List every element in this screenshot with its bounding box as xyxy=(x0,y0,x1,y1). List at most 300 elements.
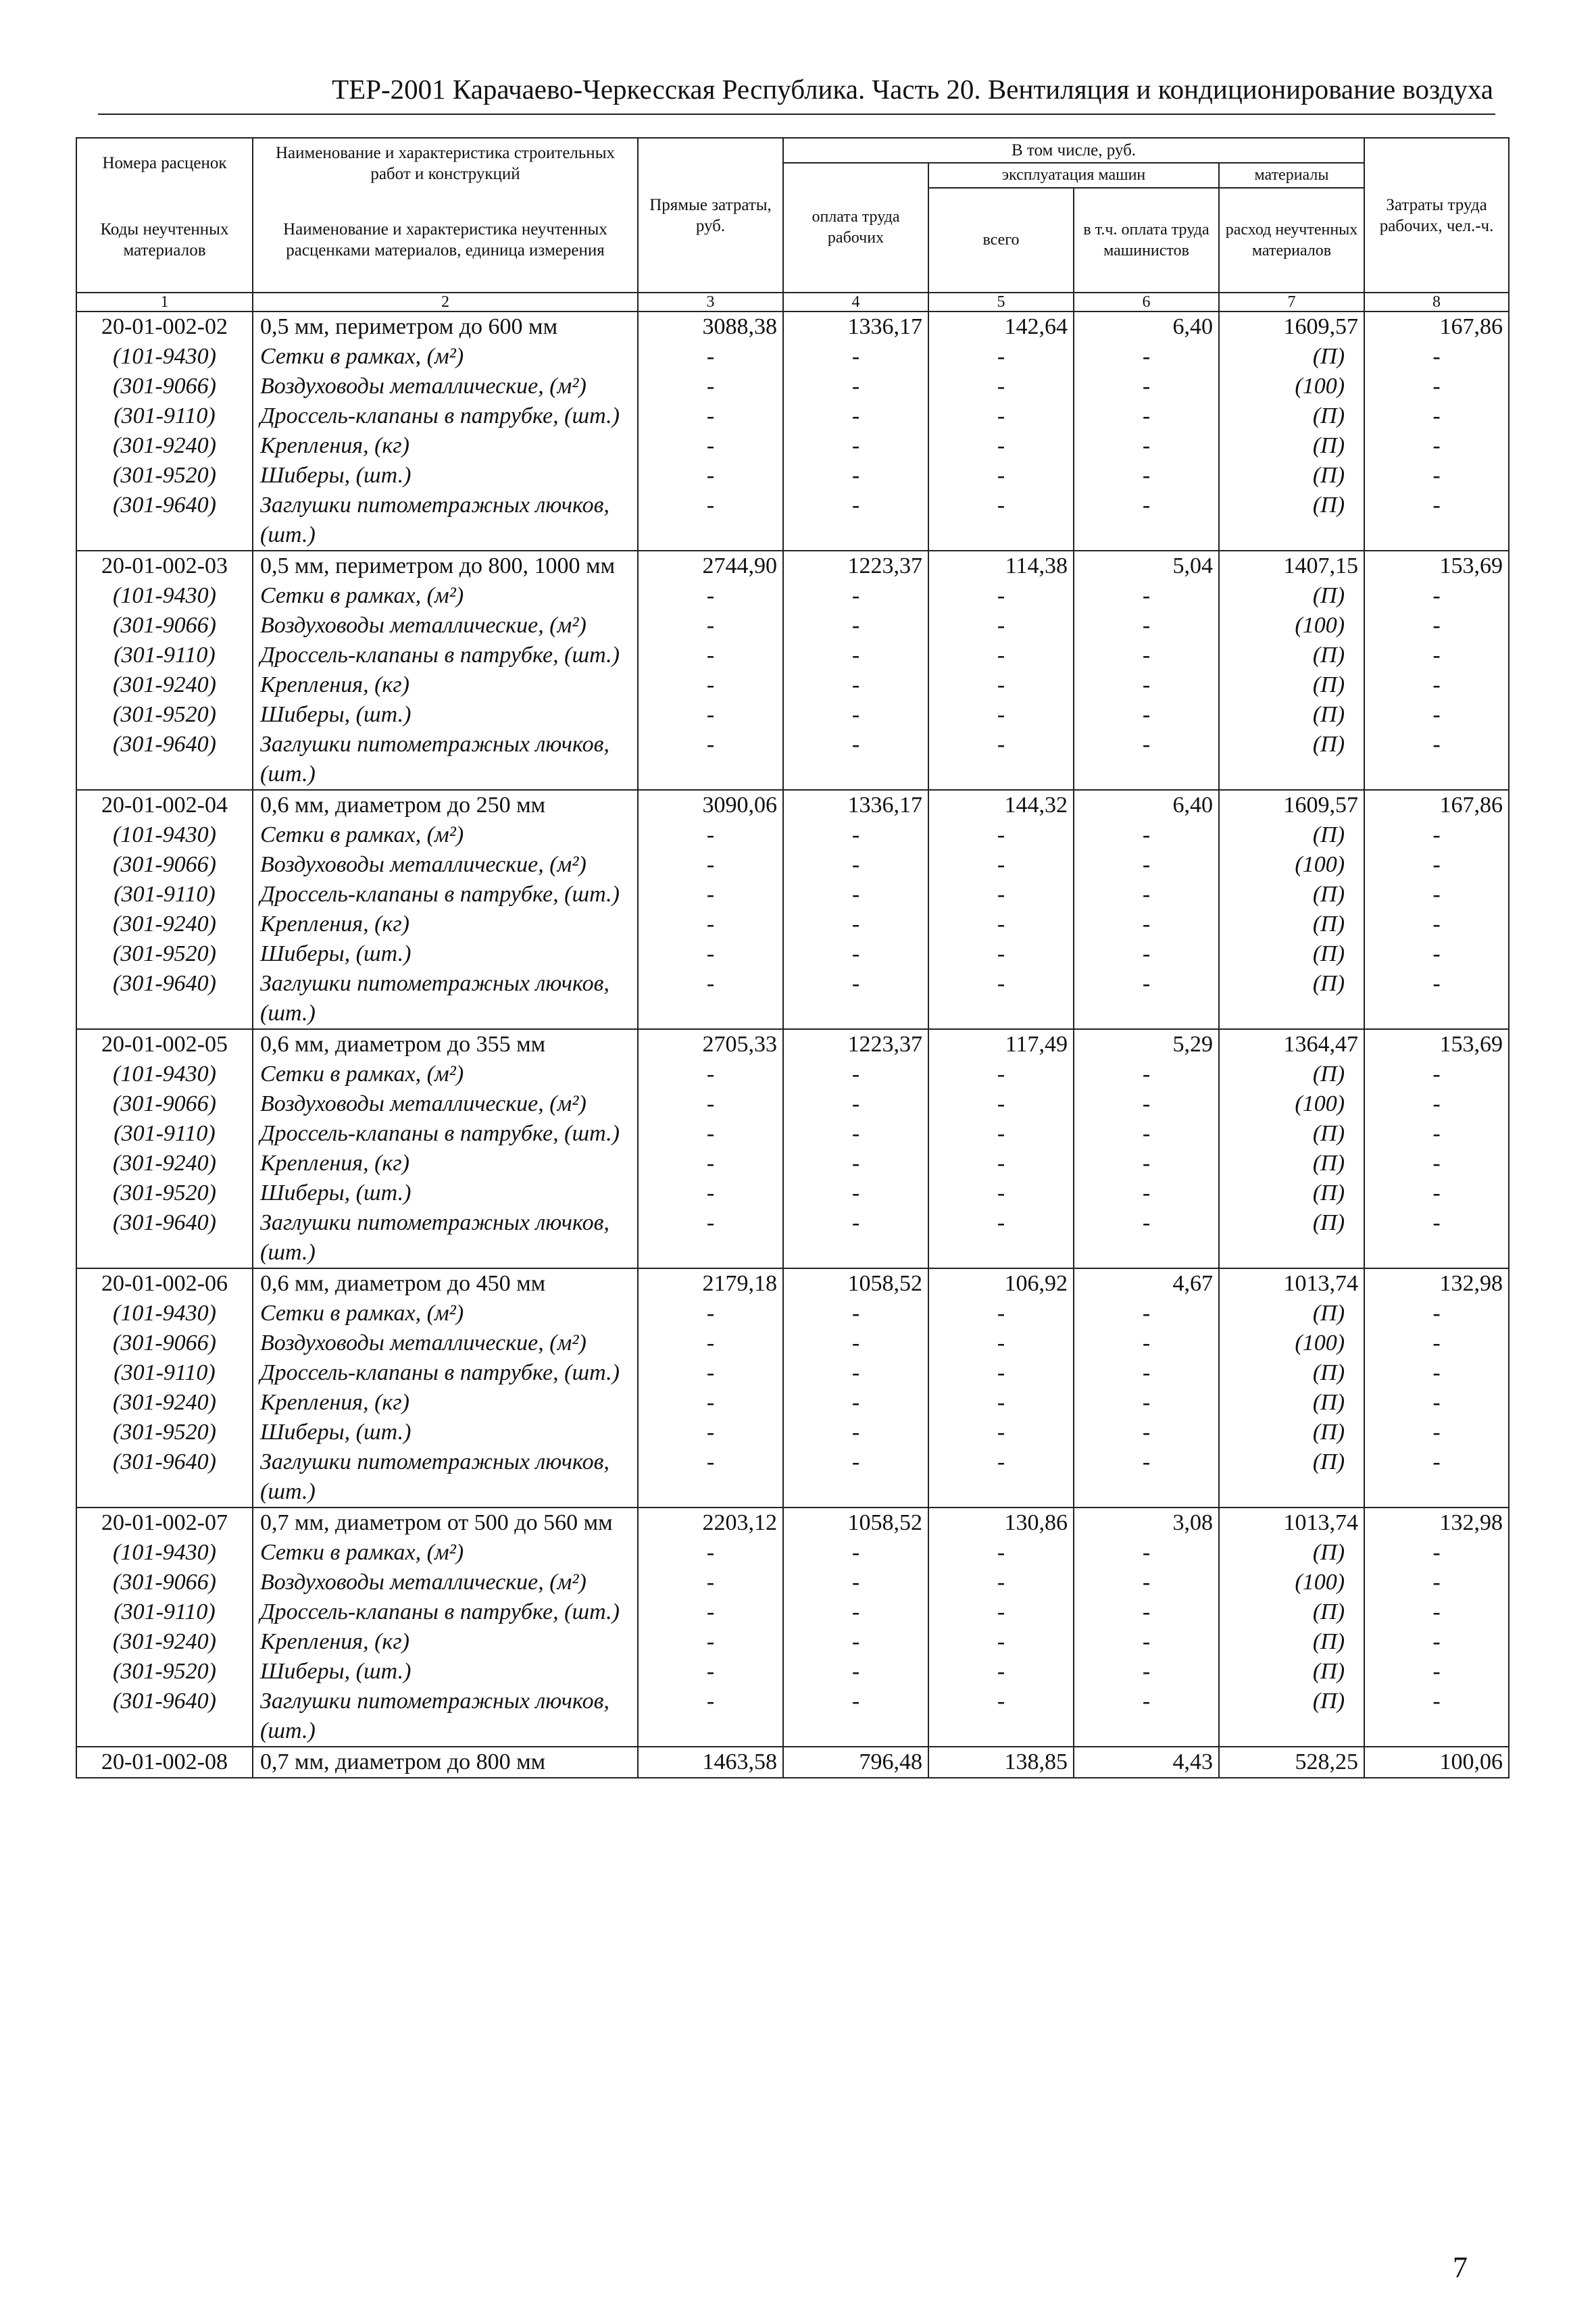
dash-cell: - xyxy=(783,910,928,939)
material-row xyxy=(76,670,1509,700)
dash-cell: - xyxy=(1074,730,1219,790)
dash-cell: - xyxy=(638,820,783,850)
material-consumption: (П) xyxy=(1219,670,1364,700)
dash-cell: - xyxy=(928,880,1074,910)
header-rashod: расход неучтенных материалов xyxy=(1219,188,1364,293)
dash-cell: - xyxy=(1074,1657,1219,1687)
dash-cell: - xyxy=(783,700,928,730)
dash-cell: - xyxy=(928,491,1074,551)
dash-cell: - xyxy=(928,611,1074,641)
material-row xyxy=(76,641,1509,670)
table-header xyxy=(76,138,1509,312)
material-code: (101-9430) xyxy=(76,1299,253,1328)
materials-cost: 1013,74 xyxy=(1219,1508,1364,1538)
col-num-2: 2 xyxy=(253,293,638,312)
dash-cell: - xyxy=(1074,1568,1219,1597)
material-code: (301-9520) xyxy=(76,700,253,730)
dash-cell: - xyxy=(1364,491,1509,551)
dash-cell: - xyxy=(783,342,928,372)
dash-cell: - xyxy=(1074,431,1219,461)
material-row xyxy=(76,969,1509,1029)
material-row xyxy=(76,850,1509,880)
material-row xyxy=(76,1089,1509,1119)
material-code: (301-9110) xyxy=(76,401,253,431)
labor-hours: 167,86 xyxy=(1364,312,1509,342)
material-consumption: (П) xyxy=(1219,461,1364,491)
dash-cell: - xyxy=(638,910,783,939)
dash-cell: - xyxy=(1364,1149,1509,1178)
rate-description: 0,6 мм, диаметром до 250 мм xyxy=(253,790,638,820)
dash-cell: - xyxy=(1074,1358,1219,1388)
dash-cell: - xyxy=(928,700,1074,730)
col-num-3: 3 xyxy=(638,293,783,312)
dash-cell: - xyxy=(638,939,783,969)
labor-wages: 1336,17 xyxy=(783,312,928,342)
header-vtch: в т.ч. оплата труда машинистов xyxy=(1074,188,1219,293)
rate-code: 20-01-002-07 xyxy=(76,1508,253,1538)
dash-cell: - xyxy=(1364,641,1509,670)
dash-cell: - xyxy=(638,1060,783,1089)
material-row xyxy=(76,342,1509,372)
dash-cell: - xyxy=(783,1119,928,1149)
material-description: Сетки в рамках, (м²) xyxy=(253,1060,638,1089)
dash-cell: - xyxy=(1074,1627,1219,1657)
dash-cell: - xyxy=(638,1418,783,1447)
machine-total: 142,64 xyxy=(928,312,1074,342)
dash-cell: - xyxy=(1074,1208,1219,1268)
material-description: Заглушки питометражных лючков, (шт.) xyxy=(253,491,638,551)
direct-costs: 1463,58 xyxy=(638,1747,783,1778)
material-description: Крепления, (кг) xyxy=(253,670,638,700)
labor-wages: 1223,37 xyxy=(783,551,928,581)
dash-cell: - xyxy=(638,641,783,670)
materials-cost: 1013,74 xyxy=(1219,1268,1364,1299)
rate-code: 20-01-002-03 xyxy=(76,551,253,581)
dash-cell: - xyxy=(638,1657,783,1687)
dash-cell: - xyxy=(928,1388,1074,1418)
dash-cell: - xyxy=(638,491,783,551)
dash-cell: - xyxy=(1364,1568,1509,1597)
material-code: (301-9110) xyxy=(76,1358,253,1388)
material-consumption: (П) xyxy=(1219,1627,1364,1657)
labor-wages: 1058,52 xyxy=(783,1268,928,1299)
labor-wages: 796,48 xyxy=(783,1747,928,1778)
rate-row xyxy=(76,1268,1509,1299)
material-description: Воздуховоды металлические, (м²) xyxy=(253,372,638,401)
rate-code: 20-01-002-05 xyxy=(76,1029,253,1060)
material-consumption: (П) xyxy=(1219,1358,1364,1388)
direct-costs: 3088,38 xyxy=(638,312,783,342)
dash-cell: - xyxy=(783,1418,928,1447)
dash-cell: - xyxy=(928,1208,1074,1268)
dash-cell: - xyxy=(1364,1538,1509,1568)
material-row xyxy=(76,431,1509,461)
rates-table xyxy=(76,137,1510,1778)
header-vsego: всего xyxy=(928,188,1074,293)
rate-description: 0,7 мм, диаметром от 500 до 560 мм xyxy=(253,1508,638,1538)
material-row xyxy=(76,1657,1509,1687)
dash-cell: - xyxy=(638,1388,783,1418)
dash-cell: - xyxy=(1364,401,1509,431)
machinist-wages: 3,08 xyxy=(1074,1508,1219,1538)
material-description: Дроссель-клапаны в патрубке, (шт.) xyxy=(253,1597,638,1627)
material-consumption: (П) xyxy=(1219,910,1364,939)
dash-cell: - xyxy=(1364,1178,1509,1208)
dash-cell: - xyxy=(1364,461,1509,491)
material-description: Заглушки питометражных лючков, (шт.) xyxy=(253,1687,638,1747)
material-code: (301-9640) xyxy=(76,730,253,790)
material-consumption: (П) xyxy=(1219,1687,1364,1747)
dash-cell: - xyxy=(928,1119,1074,1149)
material-row xyxy=(76,700,1509,730)
material-code: (301-9520) xyxy=(76,1178,253,1208)
material-consumption: (П) xyxy=(1219,581,1364,611)
material-consumption: (П) xyxy=(1219,1538,1364,1568)
dash-cell: - xyxy=(1074,401,1219,431)
dash-cell: - xyxy=(638,1627,783,1657)
material-description: Воздуховоды металлические, (м²) xyxy=(253,850,638,880)
machinist-wages: 4,67 xyxy=(1074,1268,1219,1299)
dash-cell: - xyxy=(928,1149,1074,1178)
material-code: (301-9240) xyxy=(76,1627,253,1657)
material-row xyxy=(76,1358,1509,1388)
machinist-wages: 5,29 xyxy=(1074,1029,1219,1060)
machine-total: 117,49 xyxy=(928,1029,1074,1060)
material-consumption: (П) xyxy=(1219,820,1364,850)
dash-cell: - xyxy=(638,1447,783,1508)
dash-cell: - xyxy=(1364,1418,1509,1447)
dash-cell: - xyxy=(1364,1657,1509,1687)
dash-cell: - xyxy=(783,730,928,790)
labor-wages: 1223,37 xyxy=(783,1029,928,1060)
dash-cell: - xyxy=(783,1089,928,1119)
material-code: (301-9240) xyxy=(76,1149,253,1178)
dash-cell: - xyxy=(783,1060,928,1089)
dash-cell: - xyxy=(1074,670,1219,700)
machinist-wages: 5,04 xyxy=(1074,551,1219,581)
material-description: Сетки в рамках, (м²) xyxy=(253,1299,638,1328)
dash-cell: - xyxy=(1364,730,1509,790)
dash-cell: - xyxy=(783,461,928,491)
dash-cell: - xyxy=(783,611,928,641)
col-num-6: 6 xyxy=(1074,293,1219,312)
dash-cell: - xyxy=(1074,342,1219,372)
direct-costs: 2179,18 xyxy=(638,1268,783,1299)
material-row xyxy=(76,1627,1509,1657)
dash-cell: - xyxy=(928,1447,1074,1508)
dash-cell: - xyxy=(1074,1178,1219,1208)
rate-description: 0,5 мм, периметром до 600 мм xyxy=(253,312,638,342)
material-row xyxy=(76,491,1509,551)
rate-description: 0,5 мм, периметром до 800, 1000 мм xyxy=(253,551,638,581)
dash-cell: - xyxy=(1074,641,1219,670)
labor-hours: 132,98 xyxy=(1364,1268,1509,1299)
dash-cell: - xyxy=(928,850,1074,880)
material-row xyxy=(76,820,1509,850)
material-description: Сетки в рамках, (м²) xyxy=(253,581,638,611)
machinist-wages: 6,40 xyxy=(1074,312,1219,342)
material-consumption: (П) xyxy=(1219,1597,1364,1627)
dash-cell: - xyxy=(638,611,783,641)
material-consumption: (100) xyxy=(1219,1568,1364,1597)
dash-cell: - xyxy=(1364,372,1509,401)
dash-cell: - xyxy=(1364,1299,1509,1328)
dash-cell: - xyxy=(783,1447,928,1508)
dash-cell: - xyxy=(638,1299,783,1328)
dash-cell: - xyxy=(638,1568,783,1597)
page-title: ТЕР-2001 Карачаево-Черкесская Республика. Часть 20. Вентиляция и кондиционирование воздуха xyxy=(332,74,1493,105)
machinist-wages: 6,40 xyxy=(1074,790,1219,820)
dash-cell: - xyxy=(928,730,1074,790)
dash-cell: - xyxy=(1074,939,1219,969)
dash-cell: - xyxy=(1074,491,1219,551)
dash-cell: - xyxy=(638,1178,783,1208)
dash-cell: - xyxy=(1074,461,1219,491)
material-code: (301-9240) xyxy=(76,910,253,939)
material-consumption: (100) xyxy=(1219,1089,1364,1119)
dash-cell: - xyxy=(1074,1328,1219,1358)
materials-cost: 528,25 xyxy=(1219,1747,1364,1778)
material-description: Крепления, (кг) xyxy=(253,910,638,939)
header-naim-materials: Наименование и характеристика неучтенных расценками материалов, единица измерения xyxy=(253,188,638,293)
dash-cell: - xyxy=(928,1687,1074,1747)
header-kody: Коды неучтенных материалов xyxy=(76,188,253,293)
machine-total: 130,86 xyxy=(928,1508,1074,1538)
dash-cell: - xyxy=(783,431,928,461)
dash-cell: - xyxy=(928,342,1074,372)
dash-cell: - xyxy=(638,431,783,461)
dash-cell: - xyxy=(1364,910,1509,939)
material-row xyxy=(76,372,1509,401)
material-consumption: (П) xyxy=(1219,641,1364,670)
direct-costs: 2744,90 xyxy=(638,551,783,581)
dash-cell: - xyxy=(783,1358,928,1388)
dash-cell: - xyxy=(1074,820,1219,850)
dash-cell: - xyxy=(1364,939,1509,969)
dash-cell: - xyxy=(638,1687,783,1747)
material-description: Заглушки питометражных лючков, (шт.) xyxy=(253,969,638,1029)
material-code: (301-9066) xyxy=(76,611,253,641)
dash-cell: - xyxy=(1364,1060,1509,1089)
material-code: (301-9640) xyxy=(76,491,253,551)
machinist-wages: 4,43 xyxy=(1074,1747,1219,1778)
labor-hours: 153,69 xyxy=(1364,1029,1509,1060)
dash-cell: - xyxy=(928,969,1074,1029)
dash-cell: - xyxy=(1074,581,1219,611)
header-pryamye: Прямые затраты, руб. xyxy=(638,138,783,293)
dash-cell: - xyxy=(928,401,1074,431)
dash-cell: - xyxy=(928,1657,1074,1687)
col-num-8: 8 xyxy=(1364,293,1509,312)
col-num-5: 5 xyxy=(928,293,1074,312)
dash-cell: - xyxy=(928,1178,1074,1208)
rate-row xyxy=(76,551,1509,581)
dash-cell: - xyxy=(1364,1687,1509,1747)
dash-cell: - xyxy=(1074,850,1219,880)
dash-cell: - xyxy=(783,850,928,880)
rate-code: 20-01-002-04 xyxy=(76,790,253,820)
dash-cell: - xyxy=(928,1597,1074,1627)
dash-cell: - xyxy=(783,1208,928,1268)
dash-cell: - xyxy=(783,1328,928,1358)
dash-cell: - xyxy=(928,1328,1074,1358)
direct-costs: 2203,12 xyxy=(638,1508,783,1538)
material-row xyxy=(76,1060,1509,1089)
dash-cell: - xyxy=(928,461,1074,491)
material-consumption: (П) xyxy=(1219,969,1364,1029)
dash-cell: - xyxy=(638,880,783,910)
dash-cell: - xyxy=(1074,1538,1219,1568)
dash-cell: - xyxy=(928,910,1074,939)
material-code: (301-9110) xyxy=(76,1119,253,1149)
page-number: 7 xyxy=(1453,2251,1468,2284)
material-consumption: (П) xyxy=(1219,431,1364,461)
dash-cell: - xyxy=(638,372,783,401)
labor-hours: 167,86 xyxy=(1364,790,1509,820)
material-code: (301-9240) xyxy=(76,670,253,700)
dash-cell: - xyxy=(928,939,1074,969)
dash-cell: - xyxy=(1364,581,1509,611)
rate-code: 20-01-002-02 xyxy=(76,312,253,342)
material-description: Дроссель-клапаны в патрубке, (шт.) xyxy=(253,641,638,670)
dash-cell: - xyxy=(783,1388,928,1418)
material-description: Воздуховоды металлические, (м²) xyxy=(253,1328,638,1358)
dash-cell: - xyxy=(638,401,783,431)
dash-cell: - xyxy=(638,1328,783,1358)
rate-code: 20-01-002-08 xyxy=(76,1747,253,1778)
dash-cell: - xyxy=(638,1208,783,1268)
material-description: Дроссель-клапаны в патрубке, (шт.) xyxy=(253,401,638,431)
material-description: Дроссель-клапаны в патрубке, (шт.) xyxy=(253,1358,638,1388)
material-code: (301-9066) xyxy=(76,372,253,401)
materials-cost: 1609,57 xyxy=(1219,312,1364,342)
dash-cell: - xyxy=(1074,1060,1219,1089)
dash-cell: - xyxy=(783,969,928,1029)
table-body xyxy=(76,312,1509,1778)
dash-cell: - xyxy=(1074,880,1219,910)
machine-total: 106,92 xyxy=(928,1268,1074,1299)
material-consumption: (П) xyxy=(1219,1657,1364,1687)
material-description: Крепления, (кг) xyxy=(253,1388,638,1418)
material-code: (101-9430) xyxy=(76,820,253,850)
dash-cell: - xyxy=(783,1627,928,1657)
dash-cell: - xyxy=(928,1358,1074,1388)
direct-costs: 2705,33 xyxy=(638,1029,783,1060)
material-description: Дроссель-клапаны в патрубке, (шт.) xyxy=(253,1119,638,1149)
material-consumption: (100) xyxy=(1219,850,1364,880)
dash-cell: - xyxy=(1364,969,1509,1029)
material-row xyxy=(76,1149,1509,1178)
dash-cell: - xyxy=(1074,700,1219,730)
material-code: (301-9640) xyxy=(76,1687,253,1747)
material-description: Заглушки питометражных лючков, (шт.) xyxy=(253,730,638,790)
header-materialy: материалы xyxy=(1219,163,1364,188)
dash-cell: - xyxy=(783,401,928,431)
header-ekspl: эксплуатация машин xyxy=(928,163,1219,188)
rate-row xyxy=(76,790,1509,820)
material-code: (301-9520) xyxy=(76,939,253,969)
dash-cell: - xyxy=(783,1538,928,1568)
dash-cell: - xyxy=(1364,611,1509,641)
rate-description: 0,6 мм, диаметром до 450 мм xyxy=(253,1268,638,1299)
dash-cell: - xyxy=(1364,1447,1509,1508)
materials-cost: 1364,47 xyxy=(1219,1029,1364,1060)
dash-cell: - xyxy=(783,670,928,700)
dash-cell: - xyxy=(638,581,783,611)
material-consumption: (П) xyxy=(1219,1149,1364,1178)
dash-cell: - xyxy=(783,1687,928,1747)
material-consumption: (П) xyxy=(1219,700,1364,730)
dash-cell: - xyxy=(638,730,783,790)
material-row xyxy=(76,1687,1509,1747)
dash-cell: - xyxy=(1364,1208,1509,1268)
dash-cell: - xyxy=(1364,820,1509,850)
rate-row xyxy=(76,1747,1509,1778)
material-consumption: (100) xyxy=(1219,611,1364,641)
material-consumption: (П) xyxy=(1219,342,1364,372)
material-row xyxy=(76,910,1509,939)
dash-cell: - xyxy=(1074,910,1219,939)
material-description: Крепления, (кг) xyxy=(253,1627,638,1657)
material-consumption: (П) xyxy=(1219,1208,1364,1268)
material-description: Шиберы, (шт.) xyxy=(253,461,638,491)
dash-cell: - xyxy=(783,372,928,401)
material-code: (101-9430) xyxy=(76,1538,253,1568)
labor-hours: 100,06 xyxy=(1364,1747,1509,1778)
material-consumption: (П) xyxy=(1219,1388,1364,1418)
material-code: (301-9066) xyxy=(76,850,253,880)
material-code: (301-9110) xyxy=(76,641,253,670)
material-consumption: (П) xyxy=(1219,1299,1364,1328)
dash-cell: - xyxy=(928,1627,1074,1657)
material-row xyxy=(76,730,1509,790)
material-description: Крепления, (кг) xyxy=(253,431,638,461)
material-row xyxy=(76,1208,1509,1268)
material-consumption: (П) xyxy=(1219,939,1364,969)
dash-cell: - xyxy=(928,1568,1074,1597)
rate-row xyxy=(76,1029,1509,1060)
material-code: (301-9640) xyxy=(76,969,253,1029)
material-description: Сетки в рамках, (м²) xyxy=(253,820,638,850)
dash-cell: - xyxy=(638,1358,783,1388)
dash-cell: - xyxy=(783,491,928,551)
material-code: (301-9240) xyxy=(76,431,253,461)
material-row xyxy=(76,581,1509,611)
dash-cell: - xyxy=(1074,1149,1219,1178)
dash-cell: - xyxy=(928,431,1074,461)
material-row xyxy=(76,1538,1509,1568)
material-consumption: (П) xyxy=(1219,1060,1364,1089)
labor-hours: 153,69 xyxy=(1364,551,1509,581)
dash-cell: - xyxy=(638,342,783,372)
material-code: (301-9066) xyxy=(76,1328,253,1358)
dash-cell: - xyxy=(928,372,1074,401)
dash-cell: - xyxy=(638,1089,783,1119)
dash-cell: - xyxy=(928,1299,1074,1328)
dash-cell: - xyxy=(928,1538,1074,1568)
col-num-7: 7 xyxy=(1219,293,1364,312)
material-row xyxy=(76,1418,1509,1447)
labor-wages: 1058,52 xyxy=(783,1508,928,1538)
dash-cell: - xyxy=(1074,1119,1219,1149)
rate-code: 20-01-002-06 xyxy=(76,1268,253,1299)
dash-cell: - xyxy=(928,1060,1074,1089)
rates-table-wrapper xyxy=(76,137,1508,1778)
dash-cell: - xyxy=(1364,1358,1509,1388)
col-num-4: 4 xyxy=(783,293,928,312)
dash-cell: - xyxy=(928,1089,1074,1119)
dash-cell: - xyxy=(1364,1627,1509,1657)
